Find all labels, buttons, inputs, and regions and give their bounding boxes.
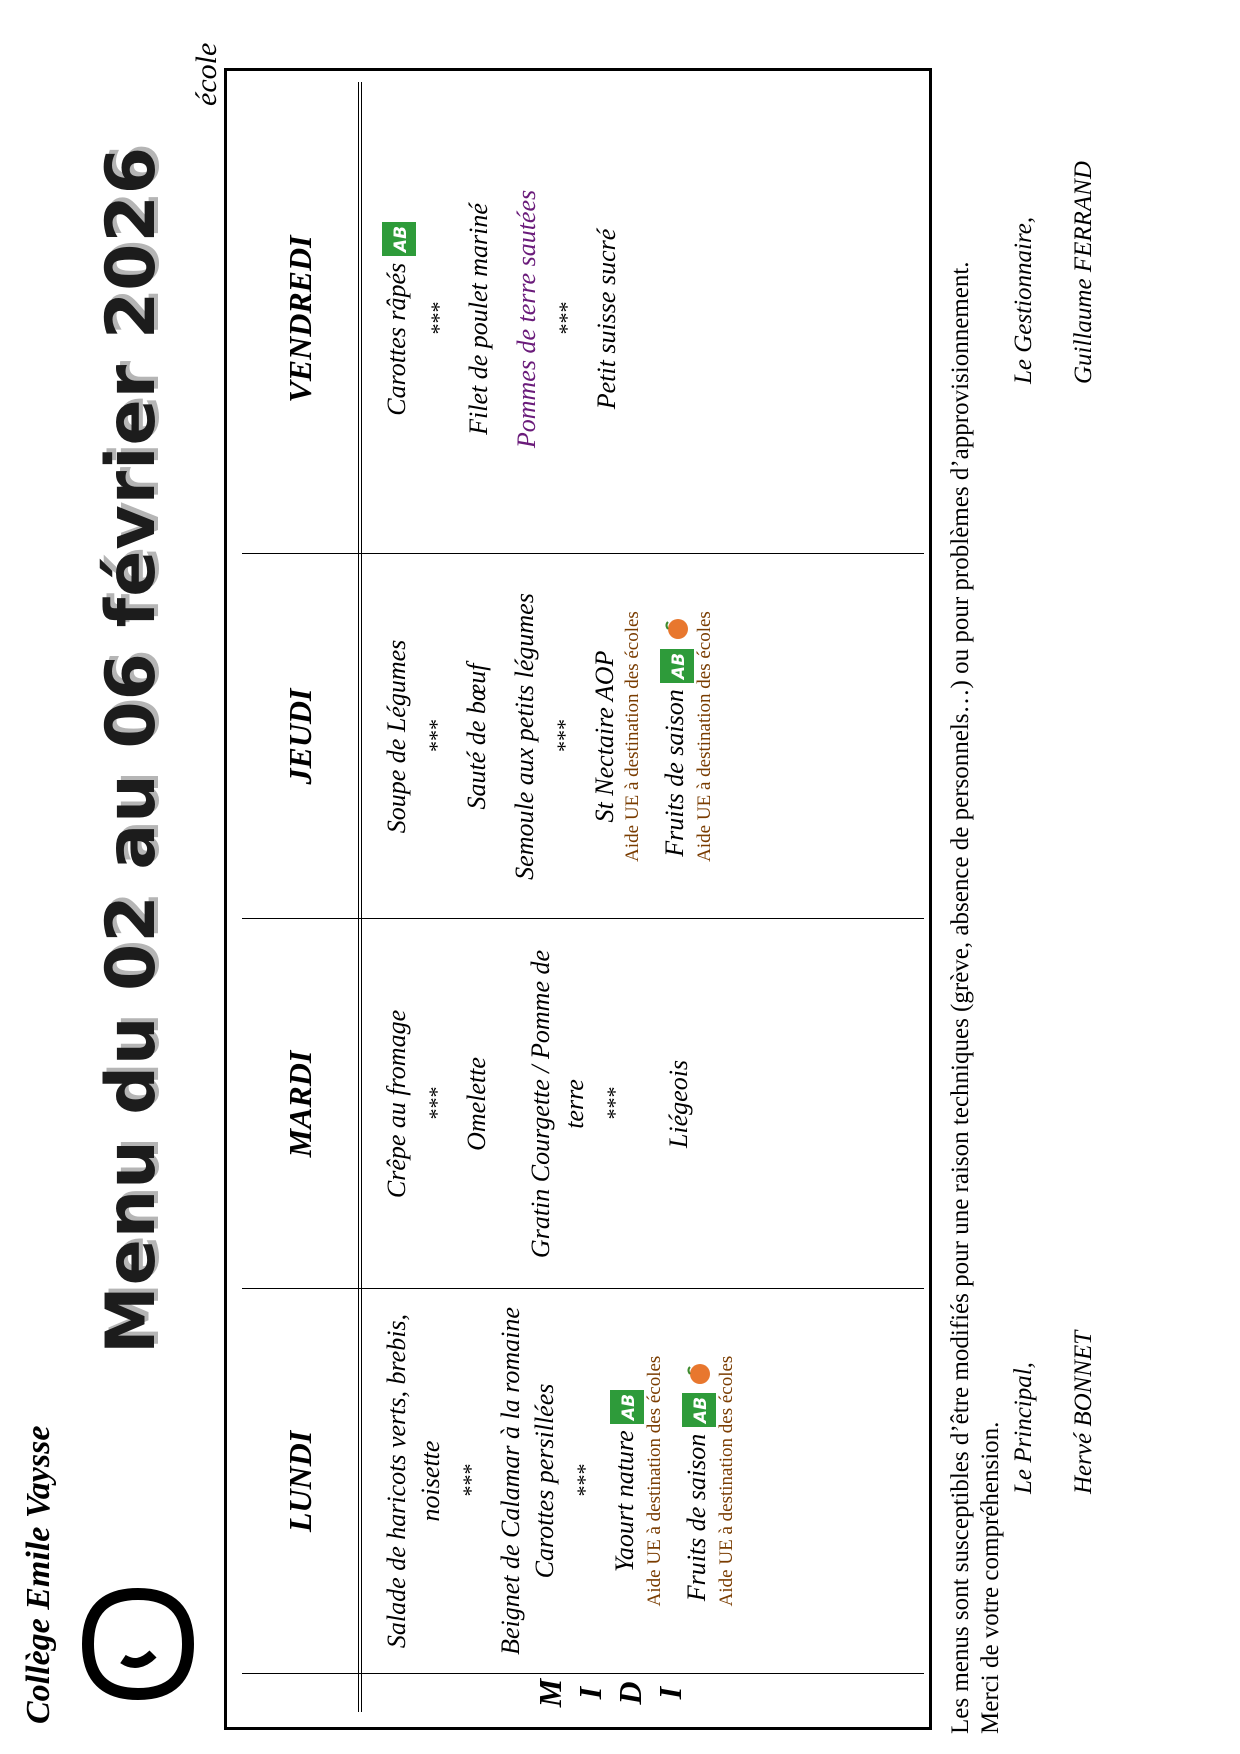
- signature-gestionnaire-role: Le Gestionnaire,: [1010, 216, 1037, 384]
- signature-principal-role: Le Principal,: [1010, 1362, 1037, 1494]
- menu-jeudi: [380, 559, 716, 914]
- menu-item: Salade de haricots verts, brebis,: [382, 1313, 411, 1649]
- fruit-program-icon: [664, 616, 690, 642]
- menu-item: Carottes persillées: [530, 1383, 559, 1579]
- notice-text: Les menus sont susceptibles d’être modifiés pour une raison techniques (grève, absence de personnels…) ou pour problèmes d’approvisionnement.: [947, 261, 974, 1734]
- menu-lundi: [380, 1296, 738, 1666]
- school-name: Collège Emile Vaysse: [20, 1425, 57, 1724]
- menu-item: St Nectaire AOP: [590, 650, 619, 823]
- eu-aid-note: Aide UE à destination des écoles: [716, 1355, 738, 1607]
- separator-stars: ***: [424, 720, 449, 753]
- ab-organic-icon: [610, 1390, 644, 1424]
- thanks-text: Merci de votre compréhension.: [977, 1421, 1004, 1734]
- menu-item: Pommes de terre sautées: [512, 189, 542, 449]
- ab-organic-icon: [682, 1393, 716, 1427]
- svg-text:AB: AB: [619, 1393, 640, 1420]
- menu-item: Fruits de saison AB: [658, 559, 694, 914]
- menu-vendredi: [380, 89, 624, 549]
- separator-stars: ***: [554, 302, 580, 336]
- separator-stars: ***: [424, 1087, 449, 1121]
- midi-label: M I D I: [532, 1678, 688, 1708]
- menu-item: Filet de poulet mariné: [464, 203, 494, 435]
- menu-item: Omelette: [462, 1057, 491, 1151]
- eu-aid-note: Aide UE à destination des écoles: [644, 1355, 666, 1607]
- signature-gestionnaire-name: Guillaume FERRAND: [1070, 161, 1097, 384]
- ecole-label: école: [190, 42, 223, 106]
- day-header-mardi: MARDI: [282, 1050, 318, 1158]
- menu-item: Semoule aux petits légumes: [510, 593, 539, 880]
- column-divider: [242, 1288, 924, 1289]
- column-divider: [242, 918, 924, 919]
- menu-item: noisette: [416, 1440, 445, 1522]
- menu-item: Gratin Courgette / Pomme de terre: [526, 949, 589, 1259]
- menu-item: Liégeois: [664, 1059, 693, 1149]
- page-title: Menu du 02 au 06 février 2026: [92, 145, 171, 1354]
- ab-organic-icon: [382, 222, 416, 256]
- menu-item: Sauté de bœuf: [462, 663, 491, 810]
- header-separator: [358, 82, 362, 1712]
- eu-aid-note: Aide UE à destination des écoles: [694, 611, 716, 862]
- day-header-jeudi: JEUDI: [282, 688, 318, 785]
- menu-item: Crêpe au fromage: [382, 1009, 411, 1199]
- menu-item: Petit suisse sucré: [592, 228, 622, 410]
- ab-organic-icon: [660, 649, 694, 683]
- menu-item: Beignet de Calamar à la romaine: [496, 1307, 525, 1655]
- menu-item: Fruits de saison AB: [680, 1296, 716, 1666]
- fruit-program-icon: [686, 1361, 712, 1387]
- separator-stars: ***: [602, 1087, 627, 1121]
- day-header-lundi: LUNDI: [282, 1430, 318, 1533]
- separator-stars: ***: [426, 302, 452, 336]
- menu-mardi: [380, 924, 696, 1284]
- menu-item: Soupe de Légumes: [382, 639, 411, 834]
- eu-aid-note: Aide UE à destination des écoles: [622, 611, 643, 862]
- menu-item: Yaourt nature AB: [608, 1296, 644, 1666]
- footer: [946, 261, 1006, 1734]
- signature-principal-name: Hervé BONNET: [1070, 1330, 1097, 1494]
- svg-text:AB: AB: [669, 652, 690, 679]
- svg-text:AB: AB: [691, 1397, 712, 1424]
- column-divider: [242, 553, 924, 554]
- svg-text:AB: AB: [391, 226, 412, 253]
- menu-item: Carottes râpés AB: [380, 89, 416, 549]
- separator-stars: ***: [458, 1464, 483, 1498]
- day-header-vendredi: VENDREDI: [282, 235, 318, 403]
- separator-stars: ***: [572, 1464, 597, 1498]
- school-logo-icon: [68, 1574, 208, 1714]
- separator-stars: ***: [552, 720, 577, 753]
